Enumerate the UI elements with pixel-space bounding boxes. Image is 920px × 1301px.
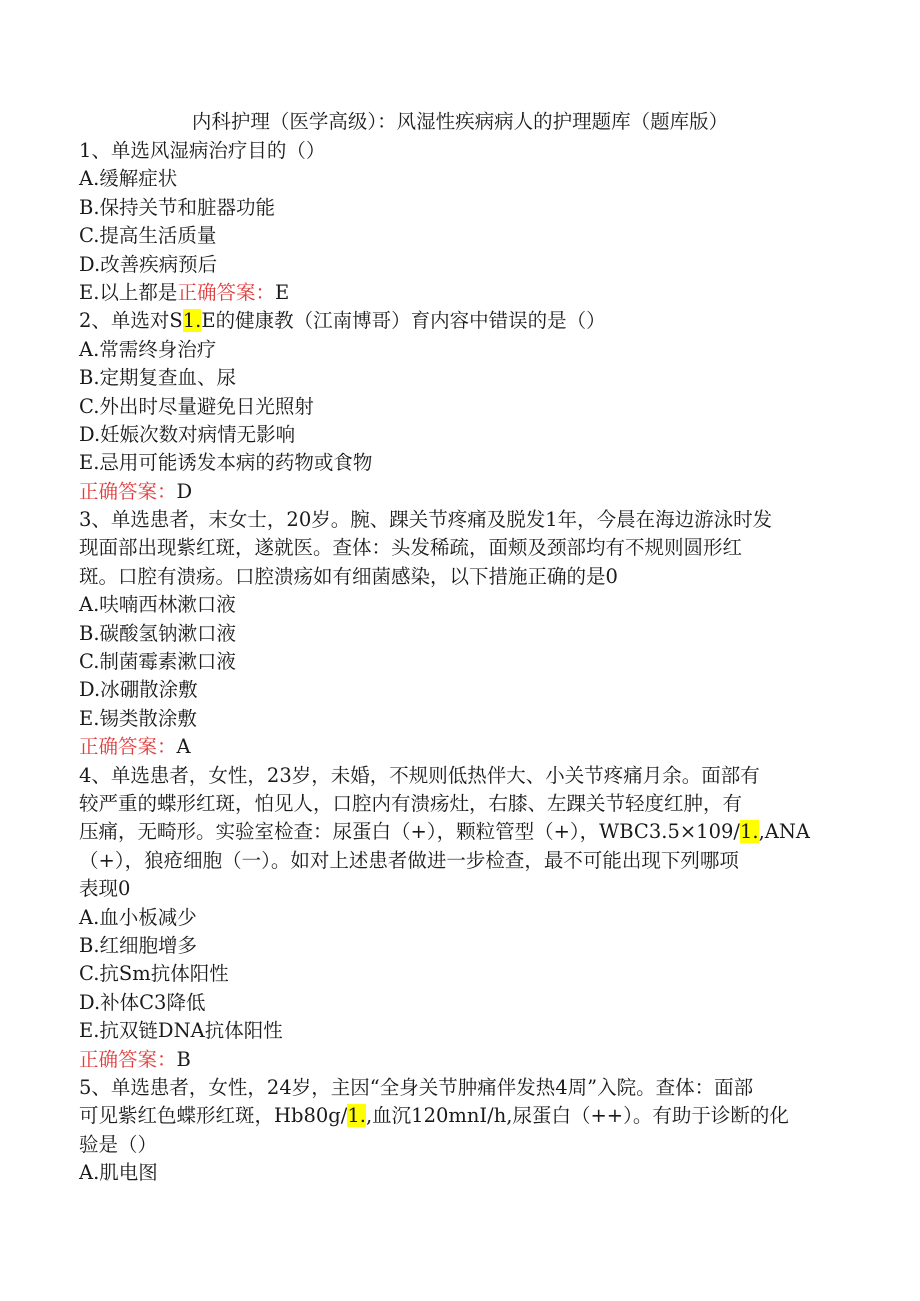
option-b: B.定期复查血、尿: [79, 366, 237, 390]
answer-label: 正确答案：: [79, 479, 177, 503]
option-e: E.锡类散涂敷: [79, 706, 197, 730]
question-stem-line: 现面部出现紫红斑，遂就医。查体：头发稀疏，面颊及颈部均有不规则圆形红: [79, 536, 743, 560]
question-1: [79, 137, 839, 307]
option-d: D.补体C3降低: [79, 990, 206, 1014]
option-c: C.抗Sm抗体阳性: [79, 962, 229, 986]
option-a: A.肌电图: [79, 1161, 158, 1185]
option-e-with-answer: [79, 279, 839, 307]
stem-text: ,血沉120mnI/h,尿蛋白（++）。有助于诊断的化: [365, 1104, 789, 1128]
question-stem-line: 3、单选患者，末女士，20岁。腕、踝关节疼痛及脱发1年，今晨在海边游泳时发: [79, 508, 773, 532]
stem-text: 可见紫红色蝶形红斑，Hb80g/: [79, 1104, 348, 1128]
question-stem-line: [79, 1102, 839, 1130]
option-c: C.制菌霉素漱口液: [79, 650, 236, 674]
stem-text: ,ANA: [758, 820, 811, 844]
answer-line: [79, 733, 839, 761]
question-stem-line: 4、单选患者，女性，23岁，未婚，不规则低热伴大、小关节疼痛月余。面部有: [79, 763, 760, 787]
option-c: C.外出时尽量避免日光照射: [79, 394, 314, 418]
question-stem-line: 斑。口腔有溃疡。口腔溃疡如有细菌感染，以下措施正确的是0: [79, 564, 618, 588]
answer-value: E: [274, 280, 290, 304]
answer-label: 正确答案：: [177, 280, 275, 304]
option-a: A.呋喃西林漱口液: [79, 593, 236, 617]
option-a: A.缓解症状: [79, 167, 178, 191]
question-stem-line: （+），狼疮细胞（一）。如对上述患者做进一步检查，最不可能出现下列哪项: [79, 848, 739, 872]
option-b: B.红细胞增多: [79, 933, 198, 957]
option-e: E.抗双链DNA抗体阳性: [79, 1019, 283, 1043]
option-a: A.常需终身治疗: [79, 337, 217, 361]
question-stem-line: [79, 818, 839, 846]
highlighted-text: 1.: [182, 309, 202, 333]
answer-label: 正确答案：: [79, 735, 177, 759]
question-4: [79, 762, 839, 1074]
question-3: [79, 506, 839, 762]
question-stem-line: 表现0: [79, 877, 131, 901]
highlighted-text: 1.: [739, 820, 759, 844]
question-2: [79, 307, 839, 506]
option-b: B.碳酸氢钠漱口液: [79, 621, 237, 645]
question-stem: [79, 307, 839, 335]
answer-label: 正确答案：: [79, 1047, 177, 1071]
answer-value: A: [176, 735, 191, 759]
option-d: D.妊娠次数对病情无影响: [79, 422, 296, 446]
answer-line: [79, 478, 839, 506]
question-stem: 1、单选风湿病治疗目的（）: [79, 139, 326, 162]
stem-text: 2、单选对S: [79, 309, 183, 333]
answer-line: [79, 1046, 839, 1074]
question-5: [79, 1074, 839, 1188]
answer-value: B: [176, 1047, 191, 1071]
highlighted-text: 1.: [347, 1104, 366, 1128]
option-b: B.保持关节和脏器功能: [79, 195, 276, 219]
question-list: [79, 137, 839, 1187]
stem-text: 压痛，无畸形。实验室检查：尿蛋白（+），颗粒管型（+），WBC3.5×109/: [79, 820, 740, 844]
option-d: D.冰硼散涂敷: [79, 678, 198, 702]
answer-value: D: [176, 479, 193, 503]
question-stem-line: 验是（）: [79, 1132, 158, 1156]
option-e: E.以上都是: [79, 280, 178, 304]
option-d: D.改善疾病预后: [79, 252, 218, 276]
option-e: E.忌用可能诱发本病的药物或食物: [79, 451, 373, 475]
question-stem-line: 5、单选患者，女性，24岁，主因“全身关节肿痛伴发热4周”入院。查体：面部: [79, 1075, 754, 1099]
option-a: A.血小板减少: [79, 905, 197, 929]
question-stem-line: 较严重的蝶形红斑，怕见人，口腔内有溃疡灶，右膝、左踝关节轻度红肿，有: [79, 791, 743, 815]
stem-text: E的健康教（江南博哥）育内容中错误的是（）: [201, 309, 606, 333]
document-title: 内科护理（医学高级）：风湿性疾病病人的护理题库（题库版）: [191, 110, 729, 133]
option-c: C.提高生活质量: [79, 224, 217, 248]
